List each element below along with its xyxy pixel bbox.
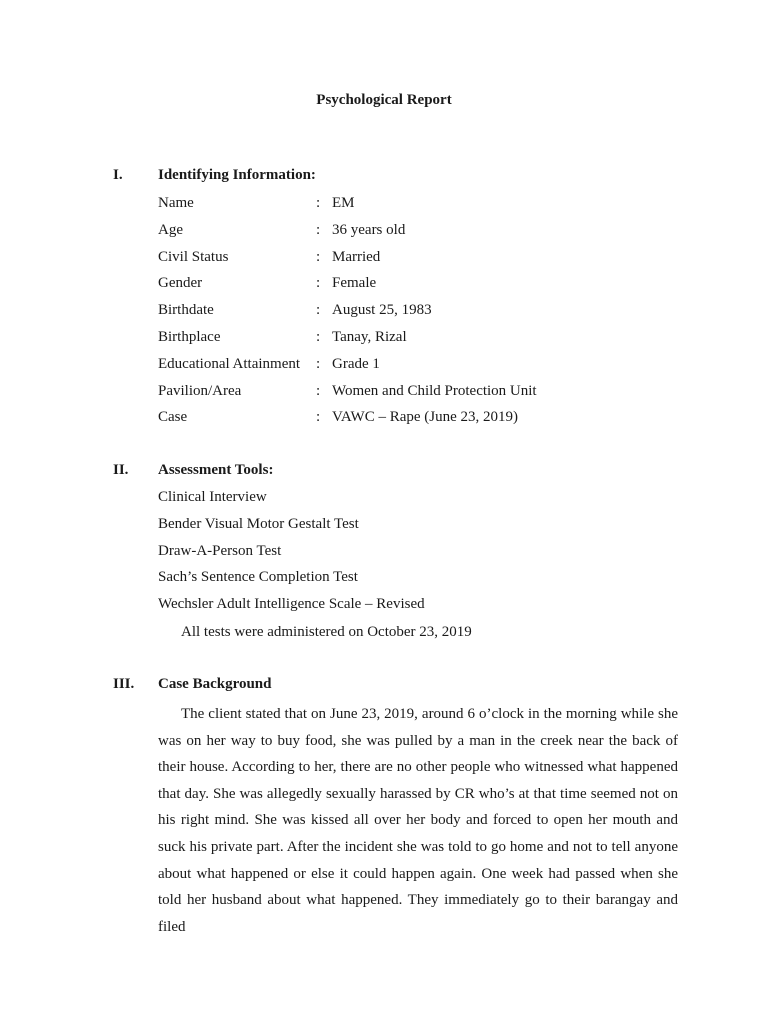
section-number: I. [113,167,123,183]
info-row-education [158,354,638,381]
info-value: Female [332,275,377,292]
info-value: Tanay, Rizal [332,328,407,345]
list-item: Clinical Interview [158,489,267,505]
info-key: Civil Status [158,248,229,265]
info-separator: : [316,275,321,292]
info-value: August 25, 1983 [332,302,432,319]
info-key: Birthplace [158,328,221,345]
section-title: Identifying Information: [158,167,316,183]
info-key: Pavilion/Area [158,382,242,399]
list-item: Sach’s Sentence Completion Test [158,569,358,586]
info-value: Married [332,248,381,265]
section-background-heading [113,676,272,693]
info-separator: : [316,328,321,345]
info-row-birthplace [158,327,638,354]
info-separator: : [316,302,321,319]
info-separator: : [316,195,321,211]
info-value: Grade 1 [332,355,380,372]
info-row-name [158,193,638,220]
info-separator: : [316,355,321,372]
info-separator: : [316,221,321,238]
section-identifying-heading [113,167,316,184]
info-value: VAWC – Rape (June 23, 2019) [332,409,518,426]
info-row-gender [158,273,638,300]
info-key: Age [158,221,183,238]
list-item: Wechsler Adult Intelligence Scale – Revised [158,596,425,613]
document-title: Psychological Report [316,92,452,108]
info-row-pavilion [158,381,638,408]
info-row-civil-status [158,247,638,274]
info-key: Name [158,195,194,211]
section-number: II. [113,462,129,478]
assessment-tools-list [158,487,678,621]
list-item: Bender Visual Motor Gestalt Test [158,515,359,532]
section-number: III. [113,676,135,692]
section-title: Assessment Tools: [158,462,274,478]
info-key: Gender [158,275,203,292]
info-separator: : [316,382,321,399]
info-row-age [158,220,638,247]
info-value: 36 years old [332,221,406,238]
info-separator: : [316,409,321,426]
info-row-birthdate [158,300,638,327]
info-key: Educational Attainment [158,355,301,372]
info-key: Case [158,409,188,426]
info-value: EM [332,195,355,211]
info-key: Birthdate [158,302,214,319]
section-tools-heading [113,462,273,479]
info-separator: : [316,248,321,265]
list-item: Draw-A-Person Test [158,542,282,559]
section-title: Case Background [158,676,272,692]
tools-administration-note: All tests were administered on October 23, 2019 [181,624,472,640]
case-background-paragraph: The client stated that on June 23, 2019, around 6 o’clock in the morning while she was on her way to buy food, she was pulled by a man in the creek near the back of their house. According to her, there are no other people who witnessed what happened that day. She was allegedly sexually harassed by CR who’s at that time seemed not on his right mind. She was kissed all over her body and forced to open her mouth and suck his private part. After the incident she was told to go home and not to tell anyone about what happened or else it could happen again. One week had passed when she told her husband about what happened. They immediately go to their barangay and filed [158,706,678,935]
info-value: Women and Child Protection Unit [332,382,537,399]
info-row-case [158,407,638,434]
identifying-info-table [158,193,638,434]
